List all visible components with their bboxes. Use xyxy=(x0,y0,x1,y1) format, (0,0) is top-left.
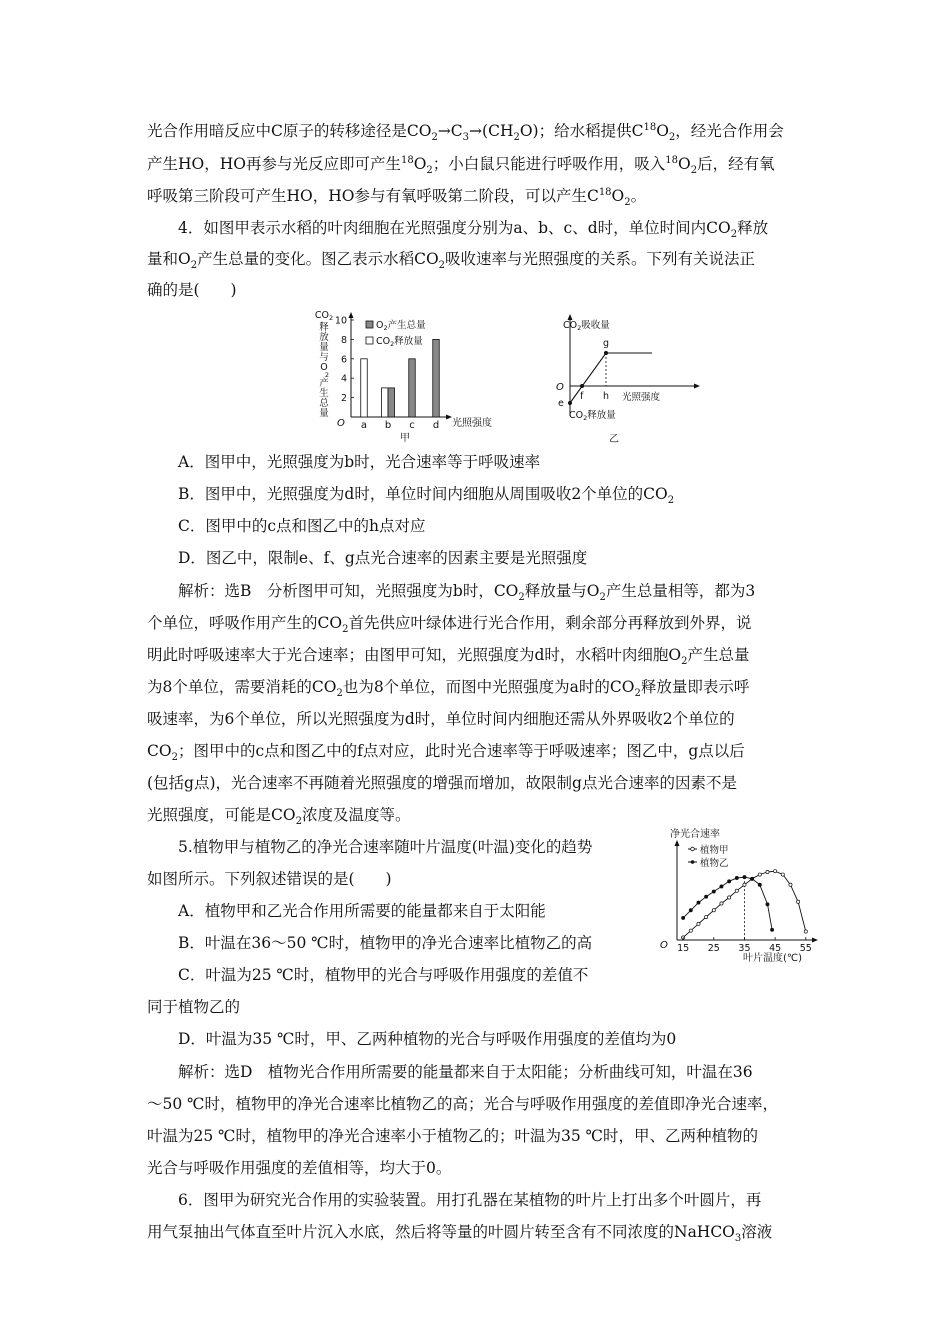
q5-stem-line-1: 5.植物甲与植物乙的净光合速率随叶片温度(叶温)变化的趋势 xyxy=(178,838,593,856)
jia-y-tick-label: 6 xyxy=(340,354,347,366)
yi-ylabel: $CO_2$吸收量 xyxy=(563,320,610,332)
temp-point-jia xyxy=(743,883,746,886)
temp-point-yi xyxy=(689,909,692,912)
jia-bar-o2-c xyxy=(409,359,416,417)
jia-title: 甲 xyxy=(400,433,410,444)
temp-point-jia xyxy=(720,902,723,905)
jia-y-tick-label: 4 xyxy=(340,373,347,385)
temp-point-yi xyxy=(720,885,723,888)
temp-point-yi xyxy=(712,890,715,893)
jia-ylabel-char: 放 xyxy=(319,332,329,343)
temp-point-jia xyxy=(728,896,731,899)
jia-category-a: a xyxy=(360,420,368,431)
temp-point-jia xyxy=(804,930,807,933)
q4-stem-line-1: 4．如图甲表示水稻的叶肉细胞在光照强度分别为a、b、c、d时，单位时间内$CO_2$释放 xyxy=(178,219,769,241)
q4-option-d: D．图乙中，限制e、f、g点光合速率的因素主要是光照强度 xyxy=(178,549,588,567)
temp-point-yi xyxy=(735,876,738,879)
q4-stem-line-3: 确的是( ) xyxy=(147,281,237,299)
jia-bar-co2-b xyxy=(382,388,389,417)
jia-ylabel-char: 生 xyxy=(319,388,329,399)
temp-legend-yi-marker xyxy=(691,860,695,864)
q4-answer-line-6: $CO_2$；图甲中的c点和图乙中的f点对应，此时光合速率等于呼吸速率；图乙中，g点以后 xyxy=(147,742,745,764)
jia-ylabel-rest xyxy=(319,322,329,419)
q5-answer-line-1: 解析：选D 植物光合作用所需要的能量都来自于太阳能；分析曲线可知，叶温在36 xyxy=(178,1063,753,1081)
temp-legend-jia: 植物甲 xyxy=(700,845,729,856)
q4-answer-line-1: 解析：选B 分析图甲可知，光照强度为b时，$CO_2$释放量与$O_2$产生总量相等，都为3 xyxy=(178,582,756,604)
temp-x-tick-label: 25 xyxy=(707,943,720,954)
jia-legend-co2: $CO_2$释放量 xyxy=(376,336,423,348)
temp-y-arrow xyxy=(675,840,680,846)
q5-option-a: A．植物甲和乙光合作用所需要的能量都来自于太阳能 xyxy=(178,902,546,920)
q4-answer-line-8: 光照强度，可能是$CO_2$浓度及温度等。 xyxy=(147,806,411,828)
q4-option-a: A．图甲中，光照强度为b时，光合速率等于呼吸速率 xyxy=(178,453,541,471)
yi-point-f xyxy=(580,384,584,388)
q4-answer-line-5: 吸速率，为6个单位，所以光照强度为d时，单位时间内细胞还需从外界吸收2个单位的 xyxy=(147,710,735,728)
yi-label-h: h xyxy=(603,391,610,402)
temp-point-yi xyxy=(743,876,746,879)
q4-answer-line-4: 为8个单位，需要消耗的$CO_2$也为8个单位，而图中光照强度为a时的$CO_2$释放量即表示呼 xyxy=(147,678,750,700)
q5-answer-line-4: 光合与呼吸作用强度的差值相等，均大于0。 xyxy=(147,1159,452,1177)
jia-y-tick-label: 2 xyxy=(340,393,347,405)
jia-ylabel-char: 2 xyxy=(324,371,330,379)
temp-ylabel: 净光合速率 xyxy=(670,829,720,840)
temp-x-tick-label: 35 xyxy=(738,943,751,954)
temp-point-jia xyxy=(689,929,692,932)
yi-point-e xyxy=(568,401,572,405)
yi-origin: O xyxy=(556,382,564,393)
q4-answer-line-2: 个单位，呼吸作用产生的$CO_2$首先供应叶绿体进行光合作用，剩余部分再释放到外界，说 xyxy=(147,614,752,636)
temp-point-yi xyxy=(770,928,773,931)
temp-point-yi xyxy=(697,901,700,904)
temp-point-yi xyxy=(728,880,731,883)
q5-option-b: B．叶温在36～50 ℃时，植物甲的净光合速率比植物乙的高 xyxy=(178,934,593,952)
jia-origin: O xyxy=(337,418,345,429)
temp-legend-jia-marker xyxy=(691,847,695,851)
jia-xlabel: 光照强度 xyxy=(452,418,492,429)
intro-line-3: 呼吸第三阶段可产生HO，HO参与有氧呼吸第二阶段，可以产生$C^{18}O_2$。 xyxy=(147,186,647,209)
yi-x-arrow xyxy=(694,384,700,389)
q6-stem-line-2: 用气泵抽出气体直至叶片沉入水底，然后将等量的叶圆片转至含有不同浓度的NaHCO$_3$溶液 xyxy=(147,1223,773,1245)
intro-line-2: 产生HO，HO再参与光反应即可产生$^{18}O_2$；小白鼠只能进行呼吸作用，吸入$^{18}O_2$后，经有氧 xyxy=(147,154,775,177)
q5-answer-line-3: 叶温为25 ℃时，植物甲的净光合速率小于植物乙的；叶温为35 ℃时，甲、乙两种植物的 xyxy=(147,1127,758,1145)
jia-category-b: b xyxy=(384,420,392,431)
temp-point-jia xyxy=(774,870,777,873)
temp-point-jia xyxy=(766,870,769,873)
jia-legend-o2-swatch xyxy=(366,321,373,328)
yi-ylabel-neg: $CO_2$释放量 xyxy=(569,410,616,422)
yi-title: 乙 xyxy=(609,434,619,445)
q4-option-b: B．图甲中，光照强度为d时，单位时间内细胞从周围吸收2个单位的$CO_2$ xyxy=(178,485,675,507)
chart-temperature xyxy=(655,825,825,967)
jia-category-c: c xyxy=(409,420,415,431)
chart-jia xyxy=(306,305,506,445)
temp-x-tick-label: 55 xyxy=(799,943,812,954)
jia-ylabel-char: 释 xyxy=(319,322,329,333)
jia-category-d: d xyxy=(432,420,440,431)
yi-point-g xyxy=(604,351,608,355)
q5-stem-line-2: 如图所示。下列叙述错误的是( ) xyxy=(147,870,392,888)
intro-line-1: 光合作用暗反应中C原子的转移途径是$CO_2\to C_3\to(CH_2O)$；给水稻提供$C^{18}O_2$，经光合作用会 xyxy=(147,121,784,144)
jia-ylabel-char: 量 xyxy=(319,408,329,419)
temp-point-jia xyxy=(781,873,784,876)
q5-option-d: D．叶温为35 ℃时，甲、乙两种植物的光合与呼吸作用强度的差值均为0 xyxy=(178,1030,677,1048)
temp-point-yi xyxy=(705,895,708,898)
temp-point-jia xyxy=(697,922,700,925)
yi-label-f: f xyxy=(580,391,584,402)
jia-legend-o2: $O_2$产生总量 xyxy=(376,320,426,332)
temp-point-yi xyxy=(758,883,761,886)
temp-point-jia xyxy=(705,915,708,918)
temp-point-jia xyxy=(758,873,761,876)
q4-option-c: C．图甲中的c点和图乙中的h点对应 xyxy=(178,517,426,535)
jia-ylabel-char: 总 xyxy=(319,398,329,409)
jia-y-tick-label: 10 xyxy=(334,315,347,327)
temp-x-tick-label: 45 xyxy=(769,943,782,954)
temp-legend-yi: 植物乙 xyxy=(700,858,729,869)
temp-xlabel: 叶片温度(℃) xyxy=(743,953,803,964)
yi-label-g: g xyxy=(603,338,610,349)
temp-point-jia xyxy=(789,883,792,886)
jia-ylabel-co2: $CO_2$ xyxy=(314,310,334,322)
q4-answer-line-7: (包括g点)，光合速率不再随着光照强度的增强而增加，故限制g点光合速率的因素不是 xyxy=(147,774,737,792)
jia-y-arrow xyxy=(349,312,354,318)
temp-point-jia xyxy=(735,889,738,892)
jia-ylabel-char: 产 xyxy=(319,378,329,389)
q4-stem-line-2: 量和$O_2$产生总量的变化。图乙表示水稻$CO_2$吸收速率与光照强度的关系。下列有关说法正 xyxy=(147,250,756,272)
temp-origin: O xyxy=(660,940,668,951)
yi-label-e: e xyxy=(558,398,564,409)
q4-answer-line-3: 明此时呼吸速率大于光合速率；由图甲可知，光照强度为d时，水稻叶肉细胞$O_2$产生总量 xyxy=(147,646,750,668)
q6-stem-line-1: 6．图甲为研究光合作用的实验装置。用打孔器在某植物的叶片上打出多个叶圆片，再 xyxy=(178,1191,762,1209)
jia-ylabel-char: O xyxy=(320,362,328,373)
jia-legend-co2-swatch xyxy=(366,337,373,344)
q5-option-c-line-1: C．叶温为25 ℃时，植物甲的光合与呼吸作用强度的差值不 xyxy=(178,966,589,984)
jia-bar-co2-a xyxy=(361,359,368,417)
temp-x-tick-label: 15 xyxy=(677,943,690,954)
temp-point-yi xyxy=(766,903,769,906)
q5-option-c-line-2: 同于植物乙的 xyxy=(147,998,241,1016)
yi-xlabel: 光照强度 xyxy=(622,392,661,403)
temp-point-yi xyxy=(682,916,685,919)
q5-answer-line-2: ～50 ℃时，植物甲的净光合速率比植物乙的高；光合与呼吸作用强度的差值即净光合速率， xyxy=(147,1095,778,1113)
jia-ylabel-char: 与 xyxy=(319,352,329,363)
temp-point-jia xyxy=(712,909,715,912)
jia-y-tick-label: 8 xyxy=(340,334,347,346)
jia-bar-o2-d xyxy=(433,339,440,417)
temp-point-yi xyxy=(751,877,754,880)
temp-x-arrow xyxy=(812,938,818,943)
jia-ylabel-char: 量 xyxy=(319,342,329,353)
chart-yi xyxy=(547,308,717,450)
jia-bar-o2-b xyxy=(388,388,395,417)
temp-point-jia xyxy=(797,900,800,903)
